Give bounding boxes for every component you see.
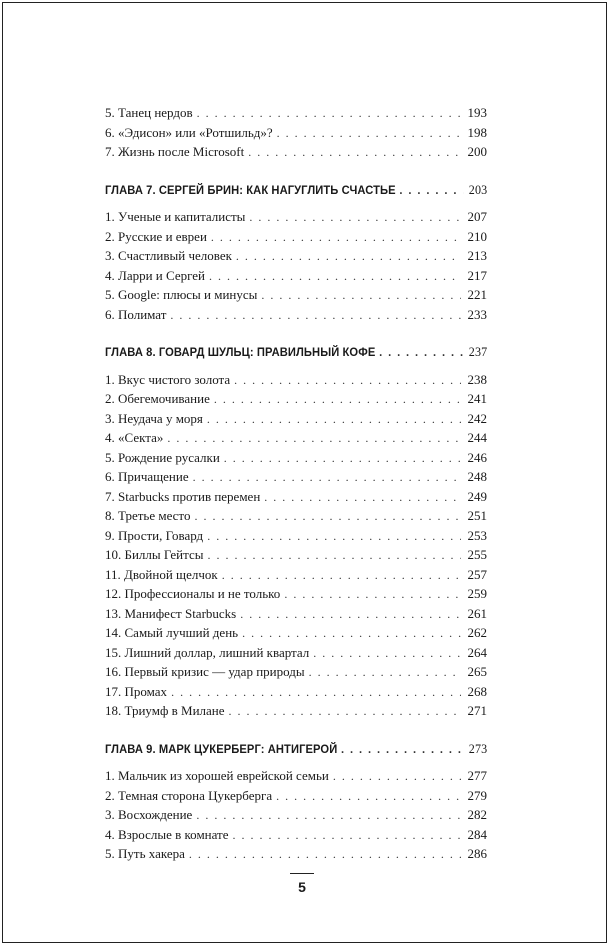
dot-leader <box>214 392 461 407</box>
entry-title: 7. Жизнь после Microsoft <box>105 144 245 159</box>
dot-leader <box>264 490 461 505</box>
toc-entry-row <box>105 209 487 229</box>
entry-page-number: 221 <box>467 287 487 302</box>
dot-leader <box>276 789 461 804</box>
entry-page-number: 213 <box>467 248 487 263</box>
entry-page-number: 259 <box>467 586 487 601</box>
entry-title: 18. Триумф в Милане <box>105 703 225 718</box>
toc-entry-row <box>105 788 487 808</box>
entry-page-number: 251 <box>467 508 487 523</box>
book-page <box>2 2 607 943</box>
dot-leader <box>248 145 461 160</box>
dot-leader <box>309 665 461 680</box>
toc-entry-row <box>105 105 487 125</box>
dot-leader <box>313 646 461 661</box>
dot-leader <box>229 704 461 719</box>
chapter-title: ГЛАВА 9. МАРК ЦУКЕРБЕРГ: АНТИГЕРОЙ <box>105 741 338 756</box>
dot-leader <box>207 548 461 563</box>
toc-entry-row <box>105 567 487 587</box>
entry-title: 17. Промах <box>105 683 168 699</box>
toc-entry-row <box>105 248 487 268</box>
entry-page-number: 268 <box>467 683 487 699</box>
entry-page-number: 265 <box>467 664 487 679</box>
chapter-title: ГЛАВА 8. ГОВАРД ШУЛЬЦ: ПРАВИЛЬНЫЙ КОФЕ <box>105 345 376 359</box>
toc-entry-row <box>105 391 487 411</box>
entry-page-number: 264 <box>467 644 487 660</box>
toc-entry-row <box>105 411 487 431</box>
toc-entry-row <box>105 703 487 723</box>
dot-leader <box>207 412 461 427</box>
entry-page-number: 193 <box>467 105 487 120</box>
toc-entry-row <box>105 645 487 665</box>
dot-leader <box>233 828 461 843</box>
dot-leader <box>240 607 461 622</box>
toc-chapter-row <box>105 182 487 202</box>
dot-leader <box>189 847 461 862</box>
toc-entry-row <box>105 807 487 827</box>
entry-title: 2. Темная сторона Цукерберга <box>105 787 273 803</box>
dot-leader <box>194 509 461 524</box>
entry-page-number: 217 <box>467 267 487 283</box>
dot-leader <box>277 126 461 141</box>
entry-title: 4. «Секта» <box>105 430 164 445</box>
entry-title: 5. Рождение русалки <box>105 449 220 465</box>
entry-page-number: 277 <box>467 768 487 783</box>
toc-entry-row <box>105 606 487 626</box>
entry-title: 10. Биллы Гейтсы <box>105 547 204 562</box>
entry-title: 6. Полимат <box>105 306 167 322</box>
dot-leader <box>224 451 461 466</box>
entry-page-number: 210 <box>467 228 487 244</box>
entry-title: 1. Вкус чистого золота <box>105 371 231 387</box>
entry-page-number: 257 <box>467 566 487 582</box>
entry-page-number: 198 <box>467 124 487 140</box>
entry-page-number: 261 <box>467 605 487 621</box>
entry-title: 14. Самый лучший день <box>105 625 239 640</box>
toc-entry-row <box>105 528 487 548</box>
dot-leader <box>234 373 461 388</box>
dot-leader <box>167 431 461 446</box>
entry-page-number: 249 <box>467 488 487 504</box>
entry-title: 6. «Эдисон» или «Ротшильд»? <box>105 124 273 140</box>
toc-entry-row <box>105 287 487 307</box>
chapter-page-number: 203 <box>468 181 488 197</box>
entry-title: 5. Google: плюсы и минусы <box>105 287 258 302</box>
entry-title: 7. Starbucks против перемен <box>105 488 261 504</box>
toc-entry-row <box>105 664 487 684</box>
toc-entry-row <box>105 508 487 528</box>
toc-entry-row <box>105 307 487 327</box>
toc-entry-row <box>105 586 487 606</box>
dot-leader <box>196 808 461 823</box>
entry-page-number: 241 <box>467 391 487 406</box>
chapter-page-number: 273 <box>468 740 488 756</box>
entry-page-number: 279 <box>467 787 487 803</box>
entry-title: 4. Ларри и Сергей <box>105 267 205 283</box>
entry-title: 13. Манифест Starbucks <box>105 605 237 621</box>
entry-page-number: 253 <box>467 527 487 543</box>
entry-page-number: 242 <box>467 410 487 426</box>
dot-leader <box>207 529 461 544</box>
chapter-title: ГЛАВА 7. СЕРГЕЙ БРИН: КАК НАГУГЛИТЬ СЧАСТЬЕ <box>105 182 396 197</box>
entry-title: 3. Неудача у моря <box>105 410 203 426</box>
entry-page-number: 246 <box>467 449 487 465</box>
entry-title: 15. Лишний доллар, лишний квартал <box>105 644 310 660</box>
dot-leader <box>242 626 461 641</box>
entry-title: 2. Русские и евреи <box>105 228 207 244</box>
entry-page-number: 233 <box>467 306 487 322</box>
toc-entry-row <box>105 144 487 164</box>
dot-leader <box>170 308 461 323</box>
entry-title: 9. Прости, Говард <box>105 527 204 543</box>
entry-title: 3. Восхождение <box>105 807 193 822</box>
entry-title: 11. Двойной щелчок <box>105 566 218 582</box>
page-number: 5 <box>290 873 314 895</box>
dot-leader <box>399 183 463 197</box>
entry-title: 2. Обегемочивание <box>105 391 210 406</box>
entry-title: 6. Причащение <box>105 469 189 484</box>
toc-entry-row <box>105 469 487 489</box>
dot-leader <box>222 568 461 583</box>
toc-chapter-row <box>105 741 487 761</box>
dot-leader <box>261 288 461 303</box>
entry-title: 1. Ученые и капиталисты <box>105 209 246 224</box>
dot-leader <box>249 210 461 225</box>
entry-title: 16. Первый кризис — удар природы <box>105 664 305 679</box>
toc-entry-row <box>105 827 487 847</box>
entry-page-number: 238 <box>467 371 487 387</box>
entry-page-number: 284 <box>467 826 487 842</box>
dot-leader <box>211 230 461 245</box>
entry-title: 8. Третье место <box>105 508 191 523</box>
dot-leader <box>197 106 461 121</box>
toc-entry-row <box>105 372 487 392</box>
entry-page-number: 255 <box>467 547 487 562</box>
entry-title: 1. Мальчик из хорошей еврейской семьи <box>105 768 329 783</box>
dot-leader <box>171 685 461 700</box>
dot-leader <box>379 345 463 359</box>
entry-title: 4. Взрослые в комнате <box>105 826 229 842</box>
entry-title: 3. Счастливый человек <box>105 248 232 263</box>
dot-leader <box>193 470 461 485</box>
entry-page-number: 207 <box>467 209 487 224</box>
toc-entry-row <box>105 229 487 249</box>
dot-leader <box>341 742 463 756</box>
dot-leader <box>284 587 461 602</box>
toc-entry-row <box>105 489 487 509</box>
entry-title: 5. Путь хакера <box>105 846 185 861</box>
toc-entry-row <box>105 846 487 866</box>
dot-leader <box>236 249 461 264</box>
toc-entry-row <box>105 768 487 788</box>
entry-title: 5. Танец нердов <box>105 105 193 120</box>
entry-page-number: 200 <box>467 144 487 159</box>
toc-entry-row <box>105 450 487 470</box>
entry-page-number: 262 <box>467 625 487 640</box>
entry-page-number: 271 <box>467 703 487 718</box>
entry-page-number: 244 <box>467 430 487 445</box>
entry-page-number: 248 <box>467 469 487 484</box>
toc-entry-row <box>105 684 487 704</box>
toc-entry-row <box>105 625 487 645</box>
toc-entry-row <box>105 430 487 450</box>
table-of-contents <box>105 105 487 866</box>
chapter-page-number: 237 <box>468 344 488 359</box>
dot-leader <box>333 769 461 784</box>
toc-entry-row <box>105 268 487 288</box>
dot-leader <box>209 269 461 284</box>
toc-chapter-row <box>105 344 487 364</box>
entry-page-number: 286 <box>467 846 487 861</box>
entry-page-number: 282 <box>467 807 487 822</box>
toc-entry-row <box>105 125 487 145</box>
toc-entry-row <box>105 547 487 567</box>
entry-title: 12. Профессионалы и не только <box>105 586 281 601</box>
